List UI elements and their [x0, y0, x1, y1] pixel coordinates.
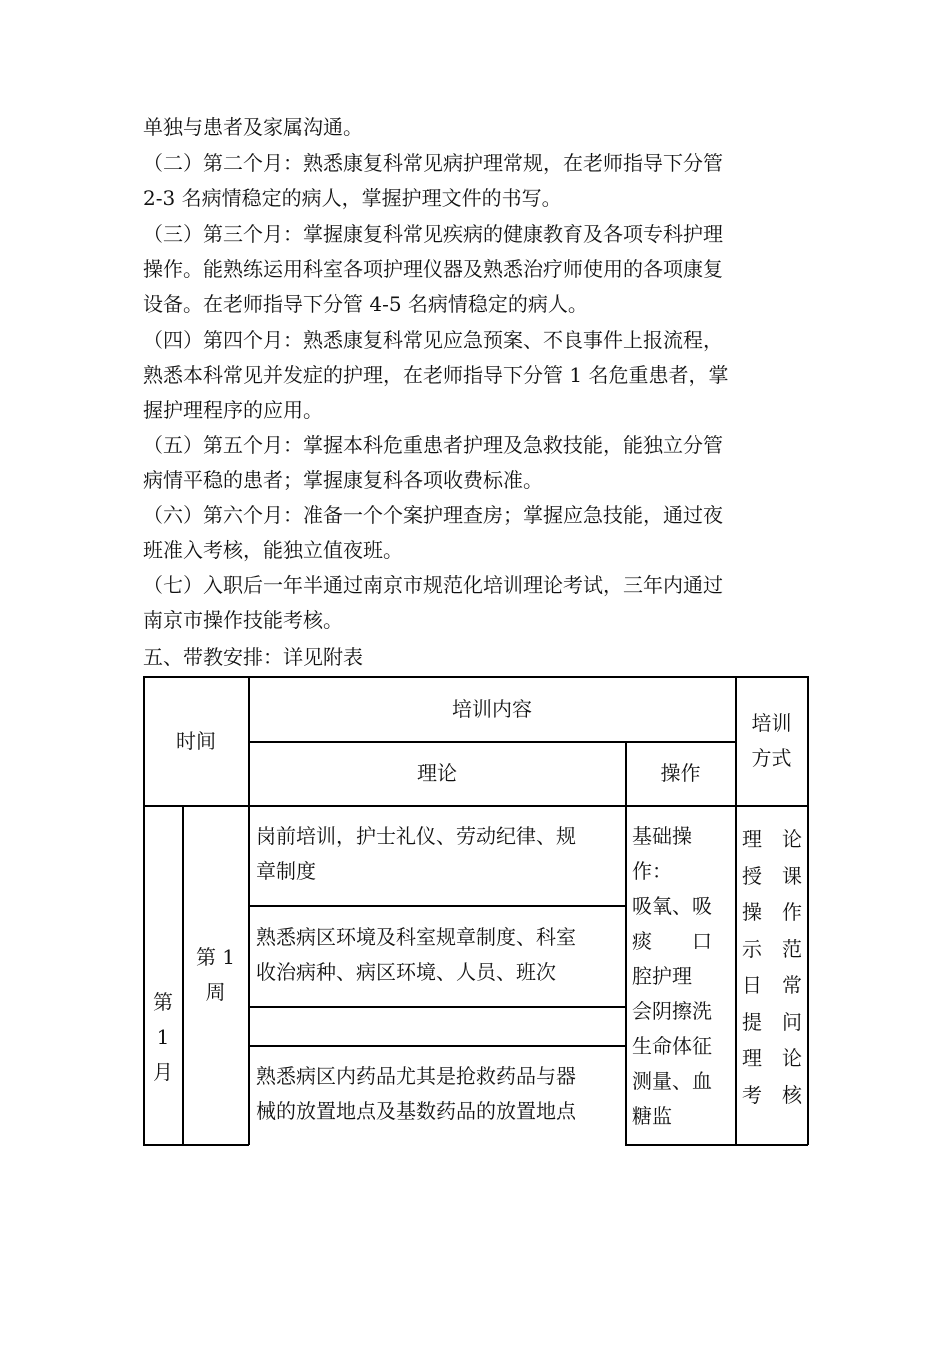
- paragraph-line: 设备。在老师指导下分管 4-5 名病情稳定的病人。: [143, 292, 588, 316]
- month-line-2: 1: [156, 1025, 170, 1049]
- paragraph-line: （四）第四个月：熟悉康复科常见应急预案、不良事件上报流程，: [143, 328, 723, 352]
- method-line: 理 论: [742, 1046, 802, 1070]
- header-method-line-1: 培训: [751, 711, 792, 735]
- week-line-2: 周: [205, 980, 226, 1004]
- paragraph-line: （三）第三个月：掌握康复科常见疾病的健康教育及各项专科护理: [143, 222, 723, 246]
- paragraph-6: [143, 498, 813, 568]
- header-time: 时间: [176, 728, 216, 753]
- paragraph-line: 2-3 名病情稳定的病人，掌握护理文件的书写。: [143, 186, 562, 210]
- header-theory: 理论: [417, 761, 457, 785]
- month-line-1: 第: [153, 990, 173, 1014]
- theory-row-1: [256, 819, 620, 889]
- month-line-3: 月: [153, 1060, 173, 1084]
- section-heading: 五、带教安排：详见附表: [143, 645, 363, 669]
- paragraph-1: [143, 110, 813, 145]
- operation-line: 腔护理: [632, 964, 692, 988]
- theory-row-4-line-2: 械的放置地点及基数药品的放置地点: [256, 1099, 576, 1123]
- header-training-content: 培训内容: [452, 696, 532, 721]
- paragraph-3: [143, 217, 813, 322]
- operation-line: 吸氧、吸: [632, 894, 712, 918]
- operation-line: 生命体征: [632, 1034, 712, 1058]
- method-cell: [742, 821, 800, 1113]
- paragraph-line: （六）第六个月：准备一个个案护理查房；掌握应急技能，通过夜: [143, 503, 723, 527]
- method-line: 操 作: [742, 900, 802, 924]
- operation-line: 作：: [632, 859, 672, 883]
- method-line: 提 问: [742, 1009, 802, 1034]
- paragraph-line: （七）入职后一年半通过南京市规范化培训理论考试，三年内通过: [143, 573, 723, 597]
- header-training-method: [736, 677, 807, 805]
- operation-line: 痰 口: [632, 929, 712, 953]
- paragraph-line: 南京市操作技能考核。: [143, 608, 343, 632]
- paragraph-4: [143, 323, 813, 428]
- header-operation: 操作: [660, 761, 701, 785]
- paragraph-line: 病情平稳的患者；掌握康复科各项收费标准。: [143, 468, 543, 492]
- week-cell: [183, 940, 248, 1010]
- paragraph-line: 握护理程序的应用。: [143, 398, 323, 422]
- theory-row-4: [256, 1059, 620, 1129]
- theory-row-1-line-2: 章制度: [256, 859, 316, 883]
- paragraph-line: （五）第五个月：掌握本科危重患者护理及急救技能，能独立分管: [143, 433, 723, 457]
- method-line: 日 常: [742, 973, 802, 997]
- paragraph-line: 单独与患者及家属沟通。: [143, 115, 363, 139]
- theory-row-1-line-1: 岗前培训，护士礼仪、劳动纪律、规: [256, 824, 576, 848]
- operation-line: 会阴擦洗: [632, 999, 712, 1023]
- header-method-line-2: 方式: [751, 746, 792, 770]
- paragraph-line: 班准入考核，能独立值夜班。: [143, 538, 403, 562]
- theory-row-4-line-1: 熟悉病区内药品尤其是抢救药品与器: [256, 1064, 576, 1088]
- operation-line: 基础操: [632, 824, 692, 848]
- paragraph-2: [143, 146, 813, 216]
- theory-row-3-empty: [256, 1007, 620, 1045]
- method-line: 授 课: [742, 863, 802, 888]
- week-line-1: 第 1: [195, 945, 236, 969]
- operation-cell: [632, 819, 722, 1134]
- paragraph-5: [143, 428, 813, 498]
- paragraph-line: 熟悉本科常见并发症的护理，在老师指导下分管 1 名危重患者，掌: [143, 363, 729, 387]
- theory-row-2-line-1: 熟悉病区环境及科室规章制度、科室: [256, 925, 576, 949]
- method-line: 考 核: [742, 1082, 802, 1107]
- theory-row-2-line-2: 收治病种、病区环境、人员、班次: [256, 960, 556, 984]
- paragraph-line: 操作。能熟练运用科室各项护理仪器及熟悉治疗师使用的各项康复: [143, 257, 723, 281]
- paragraph-7: [143, 568, 813, 638]
- method-line: 示 范: [742, 936, 802, 961]
- month-cell: [144, 985, 182, 1090]
- operation-line: 测量、血: [632, 1069, 712, 1093]
- theory-row-2: [256, 920, 620, 990]
- method-line: 理 论: [742, 827, 802, 851]
- operation-line: 糖监: [632, 1104, 672, 1128]
- paragraph-line: （二）第二个月：熟悉康复科常见病护理常规，在老师指导下分管: [143, 151, 723, 175]
